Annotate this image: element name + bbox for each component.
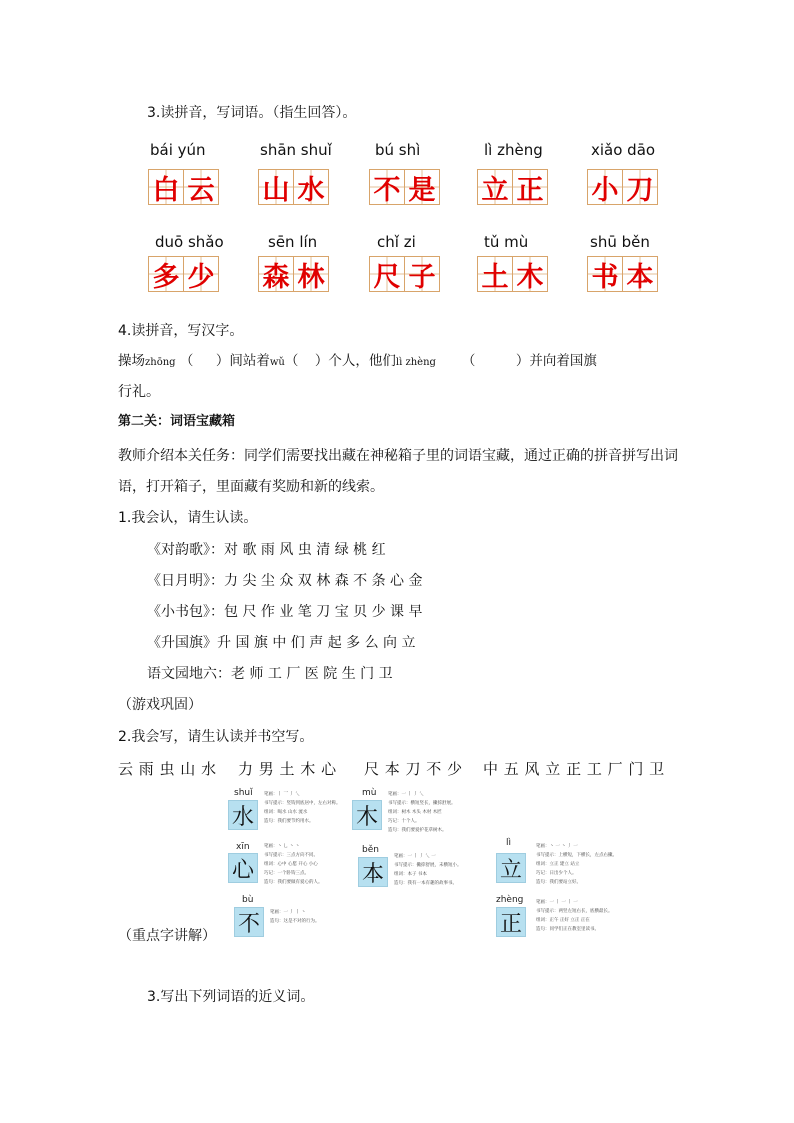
intro-line-1: 教师介绍本关任务：同学们需要找出藏在神秘箱子里的词语宝藏，通过正确的拼音拼写出词 — [118, 448, 678, 464]
tian-cell: 水 — [293, 169, 329, 205]
card-info: 笔画：一 丨 丿 乀 书写提示：横短竖长，撇捺舒展。 组词：树木 木头 木材 木匠 巧记：十个人。 造句：我们要爱护花草树木。 — [388, 792, 456, 833]
card-info: 笔画：丶 一 丶 丿 一 书写提示：上横短，下横长，左点右撇。 组词：立正 建立 站立 巧记：日出少个人。 造句：我们要站立好。 — [536, 844, 617, 885]
word-block — [377, 233, 416, 251]
card-char: 木 — [352, 800, 382, 830]
card-info: 笔画：一 丨 一 丨 一 书写提示：两竖左短右长，底横最长。 组词：正午 正好 立正 正在 造句：同学们正在教室里读书。 — [536, 900, 613, 932]
tian-cell: 小 — [587, 169, 623, 205]
recognize-line: 《日月明》：力 尖 尘 众 双 林 森 不 条 心 金 — [147, 573, 423, 589]
q4-line-2: 行礼。 — [118, 384, 160, 400]
tian-cell: 少 — [183, 256, 219, 292]
word-pinyin: lì zhèng — [484, 141, 543, 159]
card-pinyin: shuǐ — [234, 788, 253, 798]
word-block — [590, 233, 650, 251]
card-pinyin: bù — [242, 895, 254, 905]
tian-cell: 正 — [512, 169, 548, 205]
card-info: 笔画：一 丿 丨 丶 造句：这是不对的行为。 — [270, 910, 320, 924]
card-pinyin: mù — [362, 788, 377, 798]
card-char: 心 — [228, 853, 258, 883]
tian-grid-word — [148, 169, 219, 205]
tian-cell: 林 — [293, 256, 329, 292]
card-info: 笔画：丨 乛 丿 乀 书写提示：竖钩到底居中，左右对称。 组词：喝水 山水 流水 造句：我们要节约用水。 — [264, 792, 341, 824]
q4-pinyin: zhōng — [145, 357, 176, 368]
tian-cell: 立 — [477, 169, 513, 205]
game-note: （游戏巩固） — [118, 697, 202, 713]
tian-cell: 子 — [404, 256, 440, 292]
tian-cell: 是 — [404, 169, 440, 205]
q4-text: ）间站着 — [215, 353, 270, 369]
tian-cell: 多 — [148, 256, 184, 292]
tian-cell: 森 — [258, 256, 294, 292]
q4-line-1 — [118, 352, 678, 372]
word-block — [375, 141, 420, 159]
tian-cell: 刀 — [622, 169, 658, 205]
recognize-line: 《对韵歌》：对 歌 雨 风 虫 清 绿 桃 红 — [147, 542, 386, 558]
word-block — [155, 233, 224, 251]
card-pinyin: xīn — [236, 842, 250, 852]
recognize-line: 《小书包》：包 尺 作 业 笔 刀 宝 贝 少 课 早 — [147, 604, 423, 620]
tian-cell: 木 — [512, 256, 548, 292]
answer-blank[interactable]: （ — [461, 353, 476, 369]
word-pinyin: duō shǎo — [155, 233, 224, 251]
tian-grid-word — [477, 256, 548, 292]
tian-cell: 书 — [587, 256, 623, 292]
answer-blank[interactable]: （ — [179, 353, 194, 369]
q4-pinyin: wǔ — [269, 357, 285, 368]
write-group: 尺 本 刀 不 少 — [364, 760, 463, 778]
q3b-title: 3.写出下列词语的近义词。 — [147, 989, 315, 1005]
q4-text: ）并向着国旗 — [515, 353, 597, 369]
q4-pinyin: lì zhèng — [395, 357, 436, 368]
word-block — [260, 141, 332, 159]
s2-q2-title: 2.我会写，请生认读并书空写。 — [118, 729, 314, 745]
write-group: 中 五 风 立 正 工 厂 门 卫 — [483, 760, 665, 778]
tian-grid-word — [587, 256, 658, 292]
tian-cell: 土 — [477, 256, 513, 292]
card-char: 本 — [358, 857, 388, 887]
word-block — [591, 141, 655, 159]
section-title: 第二关：词语宝藏箱 — [118, 414, 236, 429]
recognize-line: 《升国旗》升 国 旗 中 们 声 起 多 么 向 立 — [147, 635, 416, 651]
word-block — [150, 141, 206, 159]
write-group: 云 雨 虫 山 水 — [118, 760, 217, 778]
card-char: 正 — [496, 907, 526, 937]
tian-cell: 白 — [148, 169, 184, 205]
card-pinyin: zhèng — [496, 895, 524, 905]
tian-grid-word — [258, 256, 329, 292]
recognize-line: 语文园地六：老 师 工 厂 医 院 生 门 卫 — [147, 666, 393, 682]
q4-text: 操场 — [118, 353, 145, 369]
tian-grid-word — [148, 256, 219, 292]
s2-q1-title: 1.我会认，请生认读。 — [118, 510, 258, 526]
tian-cell: 云 — [183, 169, 219, 205]
write-group: 力 男 土 木 心 — [238, 760, 337, 778]
word-pinyin: xiǎo dāo — [591, 141, 656, 159]
word-pinyin: chǐ zi — [377, 233, 416, 251]
word-pinyin: shān shuǐ — [260, 141, 332, 159]
answer-blank[interactable]: （ — [284, 353, 299, 369]
tian-cell: 不 — [369, 169, 405, 205]
card-char: 立 — [496, 853, 526, 883]
word-pinyin: sēn lín — [268, 233, 318, 251]
card-info: 笔画：丶 乚 丶 丶 书写提示：三点方向不同。 组词：心中 心愿 开心 小心 巧记：一个卧钩三点。 造句：我们要做有爱心的人。 — [264, 844, 323, 885]
tian-grid-word — [369, 169, 440, 205]
key-chars-note: （重点字讲解） — [118, 928, 216, 944]
tian-grid-word — [587, 169, 658, 205]
card-char: 水 — [228, 800, 258, 830]
tian-grid-word — [477, 169, 548, 205]
tian-cell: 尺 — [369, 256, 405, 292]
q4-text: ）个人，他们 — [314, 353, 396, 369]
tian-cell: 山 — [258, 169, 294, 205]
card-pinyin: běn — [362, 845, 379, 855]
card-char: 不 — [234, 907, 264, 937]
word-block — [484, 141, 543, 159]
card-info: 笔画：一 丨 丿 乀 一 书写提示：撇捺舒展，末横短小。 组词：本子 书本 造句：我有一本有趣的故事书。 — [394, 854, 462, 886]
word-pinyin: bái yún — [150, 141, 206, 159]
card-pinyin: lì — [506, 838, 512, 848]
tian-grid-word — [369, 256, 440, 292]
word-pinyin: shū běn — [590, 233, 650, 251]
tian-grid-word — [258, 169, 329, 205]
tian-cell: 本 — [622, 256, 658, 292]
q3-title: 3.读拼音，写词语。（指生回答）。 — [147, 105, 357, 121]
q4-title: 4.读拼音，写汉字。 — [118, 323, 244, 339]
word-pinyin: tǔ mù — [484, 233, 529, 251]
word-block — [268, 233, 317, 251]
word-block — [484, 233, 528, 251]
word-pinyin: bú shì — [375, 141, 421, 159]
intro-line-2: 语，打开箱子，里面藏有奖励和新的线索。 — [118, 479, 384, 495]
